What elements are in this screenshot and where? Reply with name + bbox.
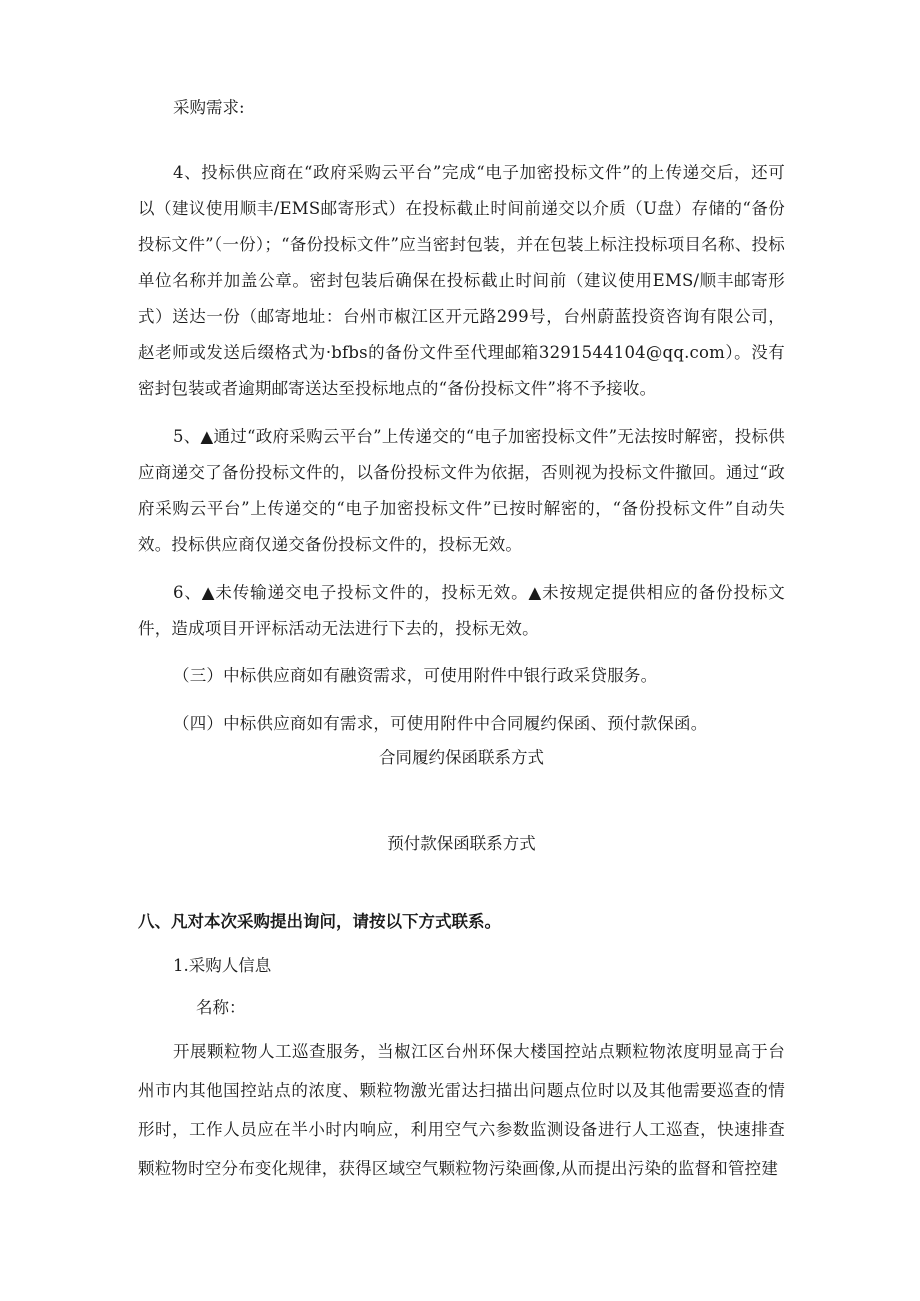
section-8-heading: 八、凡对本次采购提出询问，请按以下方式联系。 [138, 912, 501, 931]
buyer-name-label: 名称： [196, 998, 246, 1017]
paragraph-guarantee: （四）中标供应商如有需求，可使用附件中合同履约保函、预付款保函。 [173, 714, 708, 733]
buyer-info-heading: 1.采购人信息 [173, 956, 272, 975]
paragraph-item-4: 4、投标供应商在“政府采购云平台”完成“电子加密投标文件”的上传递交后，还可以（建议使用顺丰/EMS邮寄形式）在投标截止时间前递交以介质（U盘）存储的“备份投标文件”（一份）；“备份投标文件”应当密封包装，并在包装上标注投标项目名称、投标单位名称并加盖公章。密封包装后确保在投标截止时间前（建议使用EMS/顺丰邮寄形式）送达一份（邮寄地址：台州市椒江区开元路299号，台州蔚蓝投资咨询有限公司，赵老师或发送后缀格式为·bfbs的备份文件至代理邮箱3291544104@qq.com）。没有密封包装或者逾期邮寄送达至投标地点的“备份投标文件”将不予接收。 [138, 163, 785, 398]
paragraph-financing: （三）中标供应商如有融资需求，可使用附件中银行政采贷服务。 [173, 666, 658, 685]
service-description-paragraph: 开展颗粒物人工巡查服务，当椒江区台州环保大楼国控站点颗粒物浓度明显高于台州市内其他国控站点的浓度、颗粒物激光雷达扫描出问题点位时以及其他需要巡查的情形时，工作人员应在半小时内响应，利用空气六参数监测设备进行人工巡查，快速排查颗粒物时空分布变化规律，获得区域空气颗粒物污染画像,从而提出污染的监督和管控建 [138, 1042, 785, 1178]
paragraph-item-5: 5、▲通过“政府采购云平台”上传递交的“电子加密投标文件”无法按时解密，投标供应商递交了备份投标文件的，以备份投标文件为依据，否则视为投标文件撤回。通过“政府采购云平台”上传递交的“电子加密投标文件”已按时解密的，“备份投标文件”自动失效。投标供应商仅递交备份投标文件的，投标无效。 [138, 427, 785, 554]
contract-guarantee-contact-heading: 合同履约保函联系方式 [379, 748, 544, 767]
prepayment-guarantee-contact-heading: 预付款保函联系方式 [387, 834, 536, 853]
paragraph-item-6: 6、▲未传输递交电子投标文件的，投标无效。▲未按规定提供相应的备份投标文件，造成项目开评标活动无法进行下去的，投标无效。 [138, 583, 785, 638]
procurement-requirement-label: 采购需求: [173, 98, 245, 117]
